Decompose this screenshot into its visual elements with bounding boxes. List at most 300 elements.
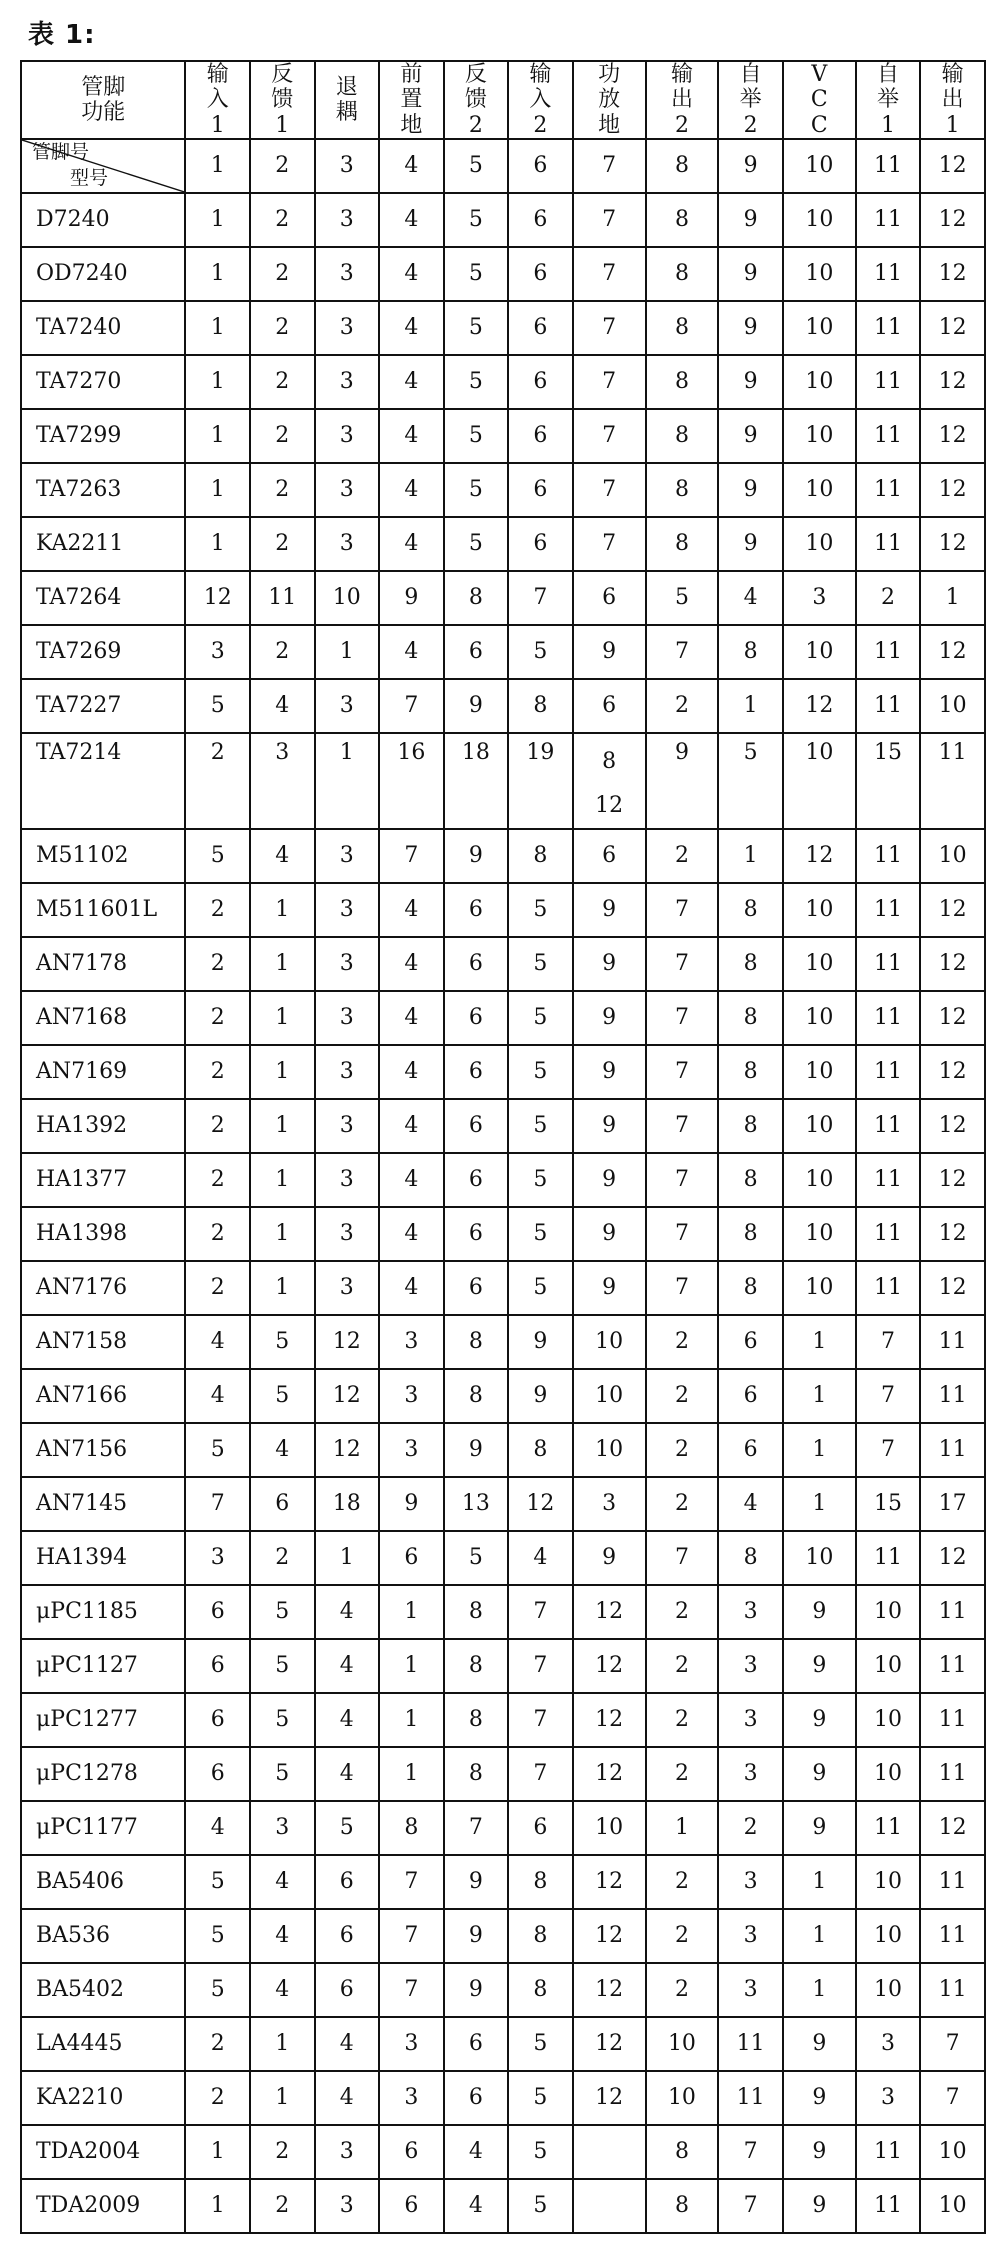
pin-cell: 10 <box>646 2071 719 2125</box>
pin-cell: 3 <box>315 937 380 991</box>
model-cell: TA7269 <box>21 625 185 679</box>
pin-cell: 2 <box>185 2017 250 2071</box>
model-cell: TA7263 <box>21 463 185 517</box>
pin-cell: 4 <box>185 1369 250 1423</box>
pin-cell: 2 <box>646 829 719 883</box>
pin-cell: 8 <box>718 1207 783 1261</box>
pin-cell: 3 <box>185 1531 250 1585</box>
pin-cell: 2 <box>185 1261 250 1315</box>
pin-cell: 7 <box>185 1477 250 1531</box>
pin-cell: 1 <box>315 625 380 679</box>
pin-cell: 12 <box>920 1153 985 1207</box>
table-row <box>21 679 985 733</box>
pin-cell: 11 <box>718 2017 783 2071</box>
pin-cell: 8 <box>379 1801 444 1855</box>
pin-cell: 11 <box>856 193 921 247</box>
pin-cell: 9 <box>783 1747 856 1801</box>
pin-cell: 9 <box>508 1369 573 1423</box>
pin-cell: 5 <box>250 1369 315 1423</box>
pin-cell: 9 <box>783 2071 856 2125</box>
model-cell: M511601L <box>21 883 185 937</box>
pin-cell: 10 <box>783 463 856 517</box>
pin-cell: 3 <box>185 625 250 679</box>
table-row <box>21 1585 985 1639</box>
pin-cell: 7 <box>646 1261 719 1315</box>
pin-cell: 2 <box>250 517 315 571</box>
pin-cell: 11 <box>856 409 921 463</box>
pin-cell: 1 <box>250 1261 315 1315</box>
pin-cell: 7 <box>646 1207 719 1261</box>
pin-cell: 9 <box>783 1693 856 1747</box>
pin-cell: 4 <box>315 2071 380 2125</box>
pin-cell: 9 <box>718 355 783 409</box>
pin-cell: 8 <box>508 1909 573 1963</box>
pin-cell: 3 <box>315 1153 380 1207</box>
pin-cell: 3 <box>315 2125 380 2179</box>
pin-cell: 11 <box>250 571 315 625</box>
pin-cell: 6 <box>315 1963 380 2017</box>
pin-cell: 8 <box>718 625 783 679</box>
table-row <box>21 937 985 991</box>
pin-cell: 5 <box>444 355 509 409</box>
pin-cell: 8 <box>508 1855 573 1909</box>
pin-cell: 2 <box>185 1045 250 1099</box>
pin-cell: 6 <box>444 1261 509 1315</box>
pin-cell: 10 <box>856 1693 921 1747</box>
pin-cell: 7 <box>646 1099 719 1153</box>
pin-cell: 7 <box>508 1747 573 1801</box>
pin-cell: 6 <box>315 1909 380 1963</box>
pin-cell: 6 <box>379 1531 444 1585</box>
table-row <box>21 1531 985 1585</box>
pin-cell: 11 <box>856 1801 921 1855</box>
pin-cell: 1 <box>379 1585 444 1639</box>
pin-cell: 2 <box>250 2125 315 2179</box>
pin-cell: 9 <box>783 1639 856 1693</box>
pin-cell: 6 <box>185 1747 250 1801</box>
table-row <box>21 1423 985 1477</box>
table-row <box>21 829 985 883</box>
pin-cell: 9 <box>573 1261 646 1315</box>
pin-cell: 2 <box>646 1693 719 1747</box>
pin-cell: 19 <box>508 733 573 829</box>
model-cell: AN7168 <box>21 991 185 1045</box>
pin-cell: 6 <box>315 1855 380 1909</box>
pin-cell: 4 <box>718 1477 783 1531</box>
table-row <box>21 883 985 937</box>
pin-cell: 6 <box>444 937 509 991</box>
pin-cell: 8 <box>646 301 719 355</box>
pin-function-table <box>20 60 986 2234</box>
model-cell: KA2210 <box>21 2071 185 2125</box>
pin-cell: 2 <box>646 1747 719 1801</box>
pin-cell: 10 <box>573 1315 646 1369</box>
pin-cell: 10 <box>783 991 856 1045</box>
table-row <box>21 1099 985 1153</box>
pin-cell: 2 <box>185 1153 250 1207</box>
pin-cell: 12 <box>920 1045 985 1099</box>
pin-cell: 5 <box>508 937 573 991</box>
pin-cell: 6 <box>573 571 646 625</box>
model-cell: HA1392 <box>21 1099 185 1153</box>
pin-cell: 6 <box>379 2179 444 2233</box>
pin-cell: 8 <box>508 1963 573 2017</box>
pin-cell: 12 <box>920 991 985 1045</box>
pin-cell: 8 <box>718 991 783 1045</box>
pin-cell: 2 <box>250 625 315 679</box>
pin-cell: 1 <box>315 1531 380 1585</box>
header-function-label: 管脚 功能 <box>21 61 185 139</box>
pin-cell: 18 <box>444 733 509 829</box>
pin-cell: 6 <box>379 2125 444 2179</box>
model-cell: AN7156 <box>21 1423 185 1477</box>
pin-cell: 5 <box>185 1855 250 1909</box>
pin-cell: 1 <box>185 193 250 247</box>
pin-cell: 4 <box>250 1423 315 1477</box>
pin-cell: 3 <box>718 1693 783 1747</box>
pin-cell: 1 <box>250 883 315 937</box>
pin-number-cell: 7 <box>573 139 646 193</box>
pin-cell: 2 <box>185 733 250 829</box>
pin-cell: 8 12 <box>573 733 646 829</box>
model-cell: TA7214 <box>21 733 185 829</box>
pin-cell: 9 <box>508 1315 573 1369</box>
pin-cell: 1 <box>718 829 783 883</box>
table-row <box>21 247 985 301</box>
pin-cell: 4 <box>379 409 444 463</box>
pin-cell: 10 <box>783 247 856 301</box>
pin-cell: 2 <box>250 355 315 409</box>
pin-cell: 10 <box>856 1747 921 1801</box>
pin-cell: 2 <box>250 193 315 247</box>
pin-cell: 9 <box>573 991 646 1045</box>
model-cell: OD7240 <box>21 247 185 301</box>
pin-cell: 6 <box>508 1801 573 1855</box>
pin-cell: 10 <box>783 1207 856 1261</box>
table-row <box>21 2017 985 2071</box>
pin-cell: 9 <box>783 2125 856 2179</box>
table-row <box>21 571 985 625</box>
header-column-8: 输 出 2 <box>646 61 719 139</box>
model-cell: TDA2004 <box>21 2125 185 2179</box>
header-column-9: 自 举 2 <box>718 61 783 139</box>
table-row <box>21 2125 985 2179</box>
pin-cell: 5 <box>444 409 509 463</box>
pin-cell: 4 <box>379 301 444 355</box>
pin-cell: 5 <box>444 1531 509 1585</box>
header-column-6: 输 入 2 <box>508 61 573 139</box>
pin-cell: 12 <box>920 1099 985 1153</box>
pin-cell <box>573 2179 646 2233</box>
pin-cell: 5 <box>508 1045 573 1099</box>
pin-cell: 5 <box>250 1693 315 1747</box>
pin-cell: 12 <box>573 1963 646 2017</box>
pin-cell: 9 <box>573 1045 646 1099</box>
pin-cell: 1 <box>783 1855 856 1909</box>
pin-cell: 2 <box>185 937 250 991</box>
pin-cell: 11 <box>856 1099 921 1153</box>
table-row <box>21 991 985 1045</box>
table-row <box>21 355 985 409</box>
pin-cell: 3 <box>379 2071 444 2125</box>
pin-cell: 12 <box>573 1855 646 1909</box>
pin-cell: 11 <box>718 2071 783 2125</box>
pin-cell: 9 <box>718 193 783 247</box>
pin-cell: 1 <box>185 247 250 301</box>
pin-cell: 8 <box>718 1531 783 1585</box>
pin-cell: 7 <box>573 409 646 463</box>
pin-cell: 4 <box>185 1801 250 1855</box>
pin-cell: 5 <box>508 2071 573 2125</box>
pin-cell: 2 <box>646 1855 719 1909</box>
pin-cell: 6 <box>508 409 573 463</box>
pin-cell: 10 <box>856 1585 921 1639</box>
pin-cell: 18 <box>315 1477 380 1531</box>
pin-cell: 10 <box>573 1369 646 1423</box>
pin-cell: 1 <box>250 2071 315 2125</box>
pin-cell: 3 <box>250 733 315 829</box>
model-cell: HA1394 <box>21 1531 185 1585</box>
model-cell: AN7178 <box>21 937 185 991</box>
pin-cell: 10 <box>783 625 856 679</box>
pin-cell: 1 <box>783 1369 856 1423</box>
pin-cell: 4 <box>379 463 444 517</box>
pin-cell: 12 <box>920 247 985 301</box>
pin-cell: 7 <box>573 193 646 247</box>
model-cell: AN7166 <box>21 1369 185 1423</box>
diagonal-top-label: 管脚号 <box>32 140 90 163</box>
model-cell: AN7145 <box>21 1477 185 1531</box>
pin-cell: 10 <box>920 2179 985 2233</box>
pin-cell: 5 <box>508 883 573 937</box>
pin-cell: 7 <box>718 2125 783 2179</box>
table-row <box>21 1801 985 1855</box>
pin-cell: 13 <box>444 1477 509 1531</box>
pin-cell: 12 <box>185 571 250 625</box>
pin-cell: 3 <box>856 2017 921 2071</box>
pin-cell: 7 <box>646 1531 719 1585</box>
pin-cell: 3 <box>315 1045 380 1099</box>
pin-cell: 2 <box>646 1423 719 1477</box>
pin-cell: 4 <box>315 1747 380 1801</box>
table-row <box>21 1477 985 1531</box>
pin-cell: 12 <box>573 1747 646 1801</box>
pin-cell: 10 <box>646 2017 719 2071</box>
pin-cell: 10 <box>783 193 856 247</box>
pin-cell: 12 <box>920 517 985 571</box>
pin-cell: 12 <box>508 1477 573 1531</box>
pin-cell: 4 <box>315 1585 380 1639</box>
table-row <box>21 517 985 571</box>
table-row <box>21 1855 985 1909</box>
table-row <box>21 1207 985 1261</box>
pin-cell: 1 <box>783 1423 856 1477</box>
pin-cell: 7 <box>646 1153 719 1207</box>
pin-number-cell: 5 <box>444 139 509 193</box>
model-cell: AN7169 <box>21 1045 185 1099</box>
pin-cell: 9 <box>444 679 509 733</box>
pin-cell: 6 <box>185 1585 250 1639</box>
pin-cell: 10 <box>783 1531 856 1585</box>
pin-cell: 12 <box>573 1639 646 1693</box>
pin-cell: 5 <box>185 1423 250 1477</box>
pin-cell: 8 <box>718 1153 783 1207</box>
pin-cell: 2 <box>185 1099 250 1153</box>
pin-cell: 2 <box>250 463 315 517</box>
pin-cell: 9 <box>444 1909 509 1963</box>
pin-cell: 5 <box>508 1153 573 1207</box>
pin-cell: 3 <box>718 1585 783 1639</box>
pin-cell: 12 <box>920 625 985 679</box>
pin-cell: 10 <box>920 2125 985 2179</box>
pin-cell: 9 <box>379 571 444 625</box>
pin-cell: 10 <box>783 883 856 937</box>
pin-cell: 9 <box>444 1963 509 2017</box>
pin-cell: 11 <box>920 1585 985 1639</box>
pin-cell: 8 <box>718 1045 783 1099</box>
pin-cell: 8 <box>718 883 783 937</box>
table-row <box>21 1261 985 1315</box>
pin-cell: 3 <box>718 1747 783 1801</box>
pin-cell: 4 <box>379 193 444 247</box>
pin-cell: 10 <box>783 1099 856 1153</box>
header-column-10: V C C <box>783 61 856 139</box>
pin-cell: 3 <box>573 1477 646 1531</box>
pin-cell: 4 <box>444 2179 509 2233</box>
pin-cell: 10 <box>920 679 985 733</box>
header-column-5: 反 馈 2 <box>444 61 509 139</box>
pin-number-row <box>21 139 985 193</box>
table-row <box>21 625 985 679</box>
pin-cell: 6 <box>444 1207 509 1261</box>
pin-cell: 7 <box>646 883 719 937</box>
pin-cell: 2 <box>250 409 315 463</box>
pin-cell: 10 <box>783 301 856 355</box>
pin-cell: 7 <box>856 1315 921 1369</box>
pin-cell: 8 <box>444 1639 509 1693</box>
pin-cell: 8 <box>718 937 783 991</box>
model-cell: LA4445 <box>21 2017 185 2071</box>
pin-number-cell: 2 <box>250 139 315 193</box>
pin-cell: 11 <box>856 679 921 733</box>
pin-number-cell: 1 <box>185 139 250 193</box>
pin-cell: 7 <box>646 1045 719 1099</box>
model-cell: M51102 <box>21 829 185 883</box>
pin-cell: 3 <box>315 517 380 571</box>
pin-cell: 6 <box>573 679 646 733</box>
pin-cell: 4 <box>379 1207 444 1261</box>
pin-cell: 11 <box>920 1747 985 1801</box>
diagonal-header-cell <box>21 139 185 193</box>
pin-cell: 8 <box>646 2125 719 2179</box>
pin-cell: 9 <box>718 517 783 571</box>
pin-cell: 11 <box>920 1693 985 1747</box>
pin-cell: 6 <box>718 1315 783 1369</box>
pin-cell: 6 <box>185 1639 250 1693</box>
pin-cell: 5 <box>250 1585 315 1639</box>
pin-cell: 5 <box>508 2017 573 2071</box>
pin-cell: 4 <box>444 2125 509 2179</box>
pin-cell: 1 <box>185 409 250 463</box>
pin-cell: 1 <box>185 2179 250 2233</box>
table-caption: 表 1: <box>28 20 96 50</box>
pin-cell: 2 <box>646 1909 719 1963</box>
pin-cell: 5 <box>508 1261 573 1315</box>
pin-number-cell: 3 <box>315 139 380 193</box>
pin-cell: 4 <box>379 1099 444 1153</box>
pin-cell: 10 <box>920 829 985 883</box>
pin-cell: 8 <box>646 247 719 301</box>
pin-cell: 11 <box>856 1045 921 1099</box>
pin-cell: 3 <box>315 301 380 355</box>
pin-cell: 8 <box>646 355 719 409</box>
pin-cell: 7 <box>379 1909 444 1963</box>
pin-cell: 3 <box>379 1315 444 1369</box>
pin-cell: 5 <box>508 2179 573 2233</box>
pin-cell: 6 <box>508 301 573 355</box>
pin-cell: 2 <box>646 1369 719 1423</box>
pin-cell: 4 <box>379 883 444 937</box>
pin-cell: 12 <box>573 1909 646 1963</box>
pin-cell: 5 <box>646 571 719 625</box>
pin-cell: 7 <box>379 1963 444 2017</box>
pin-cell: 9 <box>444 829 509 883</box>
pin-number-cell: 12 <box>920 139 985 193</box>
header-column-4: 前 置 地 <box>379 61 444 139</box>
pin-cell: 9 <box>573 1207 646 1261</box>
pin-cell: 10 <box>315 571 380 625</box>
pin-cell: 6 <box>444 2017 509 2071</box>
pin-cell: 6 <box>508 517 573 571</box>
pin-cell: 12 <box>920 1261 985 1315</box>
pin-cell: 3 <box>783 571 856 625</box>
pin-cell: 3 <box>718 1963 783 2017</box>
pin-cell: 17 <box>920 1477 985 1531</box>
pin-cell: 3 <box>315 1099 380 1153</box>
pin-cell: 7 <box>379 829 444 883</box>
table-row <box>21 409 985 463</box>
pin-cell: 11 <box>856 517 921 571</box>
pin-cell: 11 <box>856 991 921 1045</box>
pin-cell: 11 <box>920 733 985 829</box>
pin-cell: 4 <box>379 1153 444 1207</box>
model-cell: μPC1127 <box>21 1639 185 1693</box>
pin-cell: 7 <box>573 301 646 355</box>
pin-cell: 10 <box>783 733 856 829</box>
model-cell: TA7264 <box>21 571 185 625</box>
pin-cell: 7 <box>573 517 646 571</box>
pin-cell: 8 <box>444 571 509 625</box>
pin-cell: 3 <box>718 1909 783 1963</box>
pin-cell: 5 <box>185 1909 250 1963</box>
pin-cell: 10 <box>856 1909 921 1963</box>
pin-cell: 1 <box>379 1693 444 1747</box>
pin-cell: 2 <box>718 1801 783 1855</box>
pin-cell: 5 <box>508 625 573 679</box>
pin-cell: 5 <box>250 1639 315 1693</box>
pin-cell: 9 <box>573 625 646 679</box>
pin-cell: 4 <box>379 517 444 571</box>
pin-cell: 11 <box>856 1531 921 1585</box>
pin-cell: 10 <box>573 1423 646 1477</box>
pin-cell: 9 <box>718 247 783 301</box>
pin-cell: 3 <box>379 1369 444 1423</box>
header-column-7: 功 放 地 <box>573 61 646 139</box>
pin-cell: 3 <box>315 883 380 937</box>
pin-cell: 7 <box>379 679 444 733</box>
pin-cell: 9 <box>783 1801 856 1855</box>
pin-cell: 7 <box>508 1639 573 1693</box>
